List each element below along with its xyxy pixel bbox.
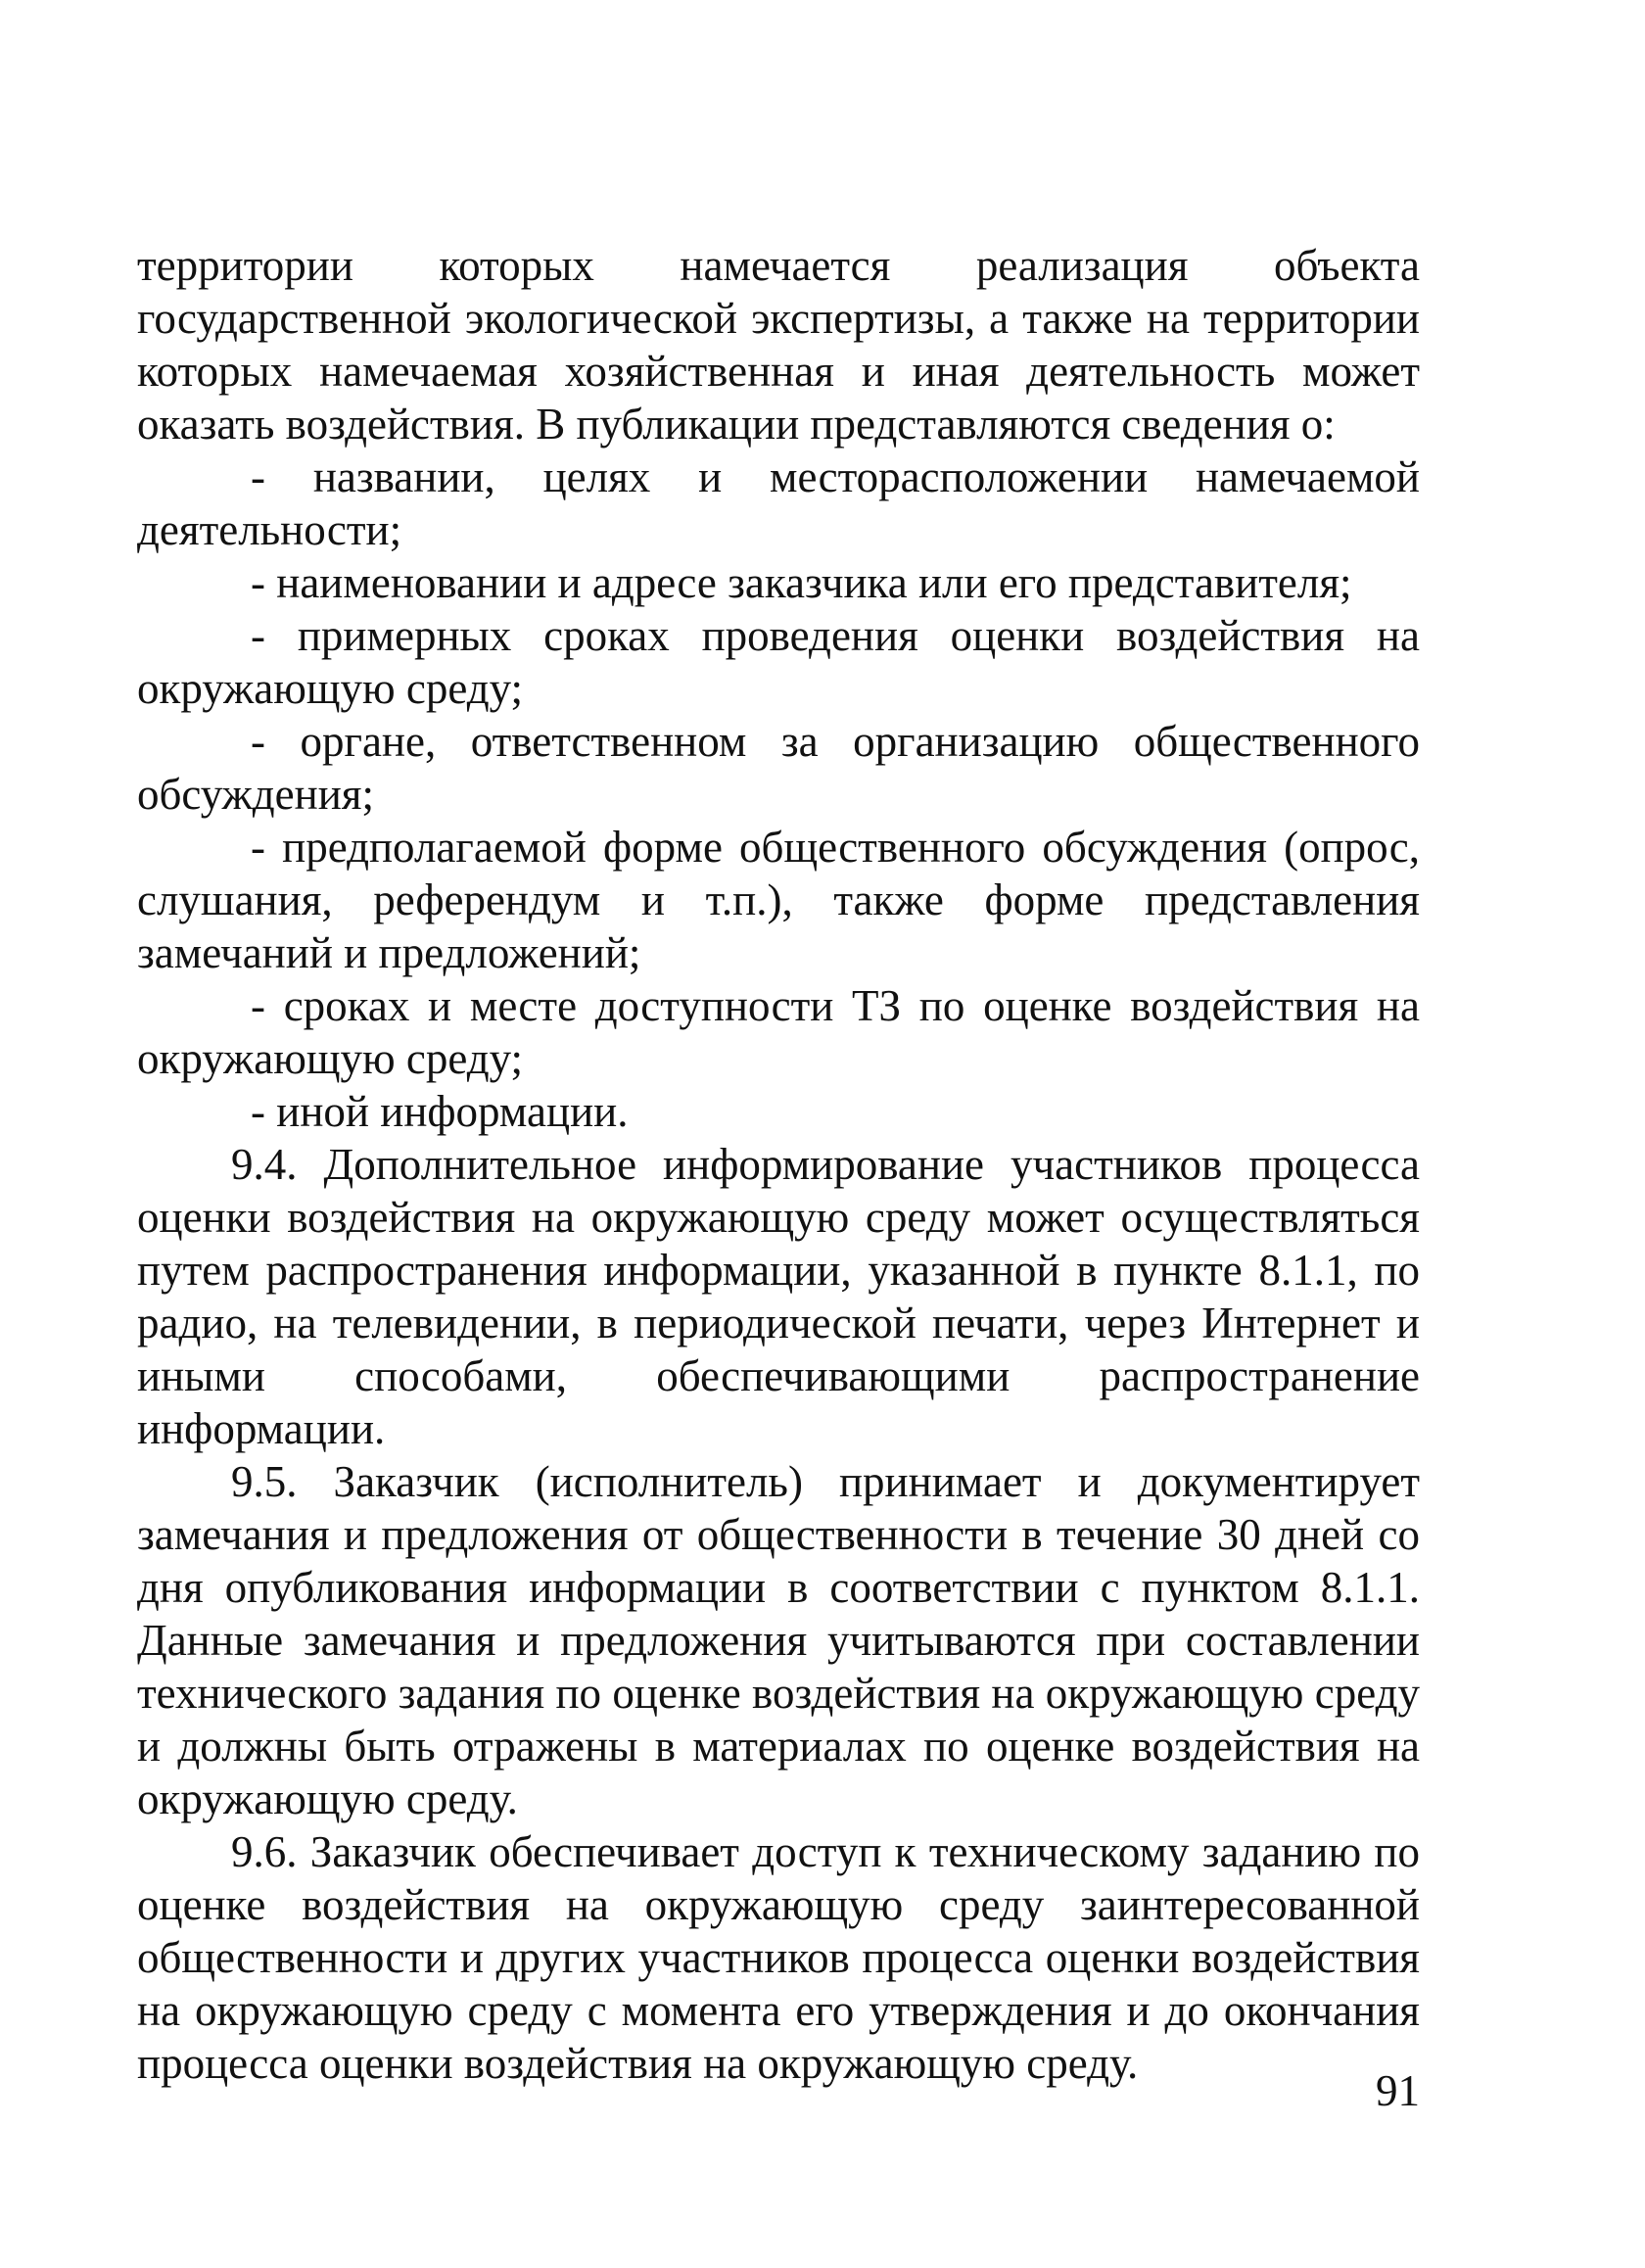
- section-9-6-paragraph: 9.6. Заказчик обеспечивает доступ к техническому заданию по оценке воздействия на окружающую среду заинтересованной общественности и других участников процесса оценки воздействия на окружающую среду с момента его утверждения и до окончания процесса оценки воздействия на окружающую среду.: [137, 1827, 1420, 2088]
- section-9-4-paragraph: 9.4. Дополнительное информирование участников процесса оценки воздействия на окружающую среду может осуществляться путем распространения информации, указанной в пункте 8.1.1, по радио, на телевидении, в периодической печати, через Интернет и иными способами, обеспечивающими распространение информации.: [137, 1140, 1420, 1453]
- information-list: [137, 450, 1420, 1138]
- page-number: 91: [1376, 2066, 1420, 2115]
- document-page: [137, 239, 1420, 2090]
- list-item: - примерных сроках проведения оценки воздействия на окружающую среду;: [137, 611, 1420, 713]
- list-item: - сроках и месте доступности ТЗ по оценке воздействия на окружающую среду;: [137, 981, 1420, 1083]
- document-body: [137, 239, 1420, 2090]
- opening-paragraph: территории которых намечается реализация объекта государственной экологической экспертизы, а также на территории которых намечаемая хозяйственная и иная деятельность может оказать воздействия. В публикации представляются сведения о:: [137, 241, 1420, 449]
- list-item: - наименовании и адресе заказчика или его представителя;: [251, 558, 1352, 607]
- list-item: - иной информации.: [251, 1087, 629, 1136]
- list-item: - предполагаемой форме общественного обсуждения (опрос, слушания, референдум и т.п.), также форме представления замечаний и предложений;: [137, 823, 1420, 977]
- list-item: - органе, ответственном за организацию общественного обсуждения;: [137, 717, 1420, 819]
- section-9-5-paragraph: 9.5. Заказчик (исполнитель) принимает и документирует замечания и предложения от общественности в течение 30 дней со дня опубликования информации в соответствии с пунктом 8.1.1. Данные замечания и предложения учитываются при составлении технического задания по оценке воздействия на окружающую среду и должны быть отражены в материалах по оценке воздействия на окружающую среду.: [137, 1457, 1420, 1823]
- list-item: - названии, целях и месторасположении намечаемой деятельности;: [137, 452, 1420, 554]
